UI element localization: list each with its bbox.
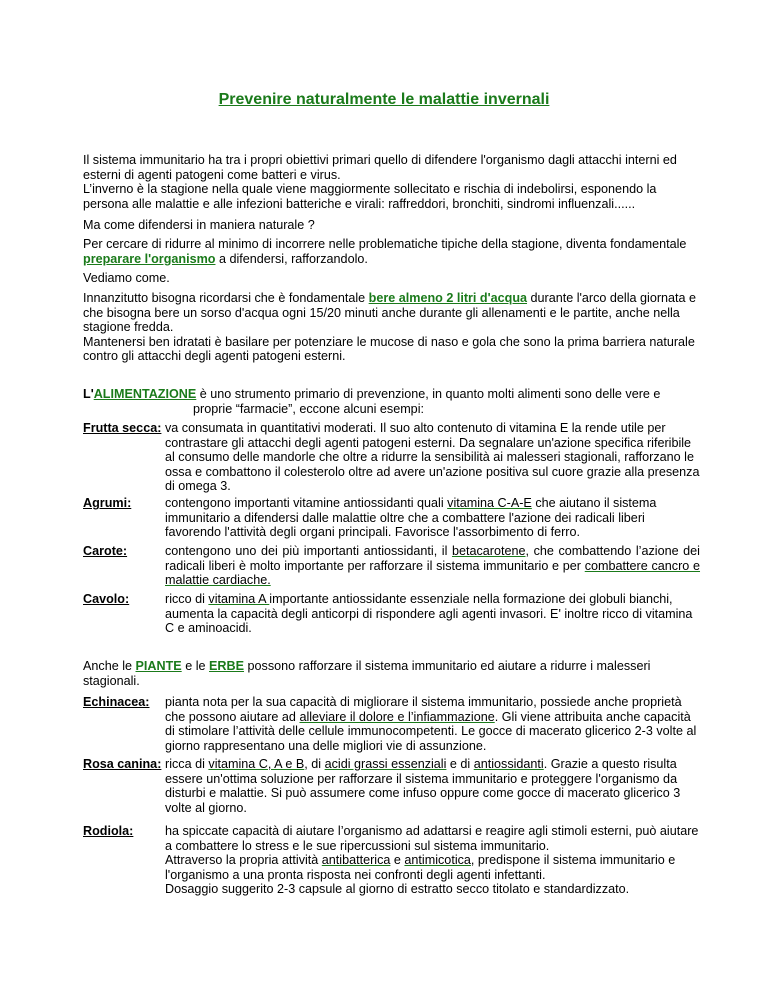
link-vitamina-cae[interactable]: vitamina C-A-E: [447, 496, 532, 510]
link-bere-acqua[interactable]: bere almeno 2 litri d'acqua: [368, 291, 528, 305]
desc-cavolo: ricco di vitamina A importante antiossidante essenziale nella formazione dei globuli bianchi, aumenta la capacità degli anticorpi di rispondere agli agenti invasori. E' inoltre ricco di vitamina C e aminoacidi.: [165, 592, 693, 635]
intro-paragraph-water: Innanzitutto bisogna ricordarsi che è fondamentale bere almeno 2 litri d'acqua durante l'arco della giornata e che bisogna bere un sorso d'acqua ogni 15/20 minuti anche durante gli allenamenti e le partite, anche nella stagione fredda. Mantenersi ben idratati è basilare per potenziare le mucose di naso e gola che sono la prima barriera naturale contro gli attacchi degli agenti patogeni esterni.: [83, 291, 697, 363]
link-erbe[interactable]: ERBE: [209, 659, 245, 673]
label-frutta-secca: Frutta secca:: [83, 421, 162, 435]
label-agrumi: Agrumi:: [83, 496, 132, 510]
intro-paragraph-1: Il sistema immunitario ha tra i propri obiettivi primari quello di difendere l'organismo dagli attacchi interni ed esterni di agenti patogeni come batteri e virus. L’inverno è la stagione nella quale viene maggiormente sollecitato e rischia di indebolirsi, esponendo la persona alle malattie e alle infezioni batteriche e virali: raffreddori, bronchiti, sindromi influenzali......: [83, 153, 677, 211]
intro-paragraph-prepare: Per cercare di ridurre al minimo di incorrere nelle problematiche tipiche della stagione, diventa fondamentale preparare l'organismo a difendersi, rafforzandolo.: [83, 237, 687, 266]
intro-question: Ma come difendersi in maniera naturale ?: [83, 218, 315, 232]
link-antibatterica[interactable]: antibatterica: [321, 853, 391, 867]
link-betacarotene[interactable]: betacarotene: [451, 544, 526, 558]
desc-frutta-secca: va consumata in quantitativi moderati. Il suo alto contenuto di vitamina E la rende utile per contrastare gli attacchi degli agenti patogeni esterni. Da segnalare un'azione specifica riferibile al consumo delle mandorle che oltre a ridurre la sensibilità ai malesseri stagionali, rafforzano le ossa e combattono il colesterolo oltre ad avere un'azione positiva sul cuore grazie alla presenza di omega 3.: [165, 421, 700, 493]
desc-echinacea: pianta nota per la sua capacità di migliorare il sistema immunitario, possiede anche proprietà che possono aiutare ad alleviare il dolore e l’infiammazione. Gli viene attribuita anche capacità di stimolare l’attività delle cellule immunocompetenti. Le gocce di macerato glicerico 2-3 volte al giorno rappresentano una delle migliori vie di assunzione.: [165, 695, 697, 753]
desc-agrumi: contengono importanti vitamine antiossidanti quali vitamina C-A-E che aiutano il sistema immunitario a difendersi dalle malattie oltre che a combattere l'azione dei radicali liberi favorendo l'attività degli organi principali. Favorisce l'assorbimento di ferro.: [165, 496, 657, 539]
section-piante-header: Anche le PIANTE e le ERBE possono rafforzare il sistema immunitario ed aiutare a ridurre i malesseri stagionali.: [83, 659, 651, 688]
page-title: Prevenire naturalmente le malattie invernali: [218, 91, 550, 108]
desc-carote: contengono uno dei più importanti antiossidanti, il betacarotene, che combattendo l’azione dei radicali liberi è molto importante per rafforzare il sistema immunitario e per combattere cancro e malattie cardiache.: [165, 544, 701, 587]
link-antiossidanti[interactable]: antiossidanti: [473, 757, 544, 771]
link-alimentazione[interactable]: ALIMENTAZIONE: [93, 387, 197, 401]
link-vitamina-cab[interactable]: vitamina C, A e B: [208, 757, 305, 771]
desc-rosa-canina: ricca di vitamina C, A e B, di acidi grassi essenziali e di antiossidanti. Grazie a questo risulta essere un'ottima soluzione per rafforzare il sistema immunitario e proteggere l'organismo da disturbi e malattie. Si può assumere come infuso oppure come gocce di macerato glicerico 3 volte al giorno.: [165, 757, 681, 815]
link-piante[interactable]: PIANTE: [135, 659, 182, 673]
link-alleviare-dolore[interactable]: alleviare il dolore e l’infiammazione: [299, 709, 495, 724]
section-alimentazione-header: L'ALIMENTAZIONE è uno strumento primario di prevenzione, in quanto molti alimenti sono delle vere e proprie “farmacie”, eccone alcuni esempi:: [83, 387, 661, 416]
link-preparare-organismo[interactable]: preparare l'organismo: [83, 251, 216, 266]
label-echinacea: Echinacea:: [83, 695, 150, 709]
label-cavolo: Cavolo:: [83, 592, 130, 606]
label-rodiola: Rodiola:: [83, 824, 134, 838]
intro-vediamo: Vediamo come.: [83, 271, 170, 285]
desc-rodiola: ha spiccate capacità di aiutare l’organismo ad adattarsi e reagire agli stimoli esterni, può aiutare a combattere lo stress e le sue ripercussioni sul sistema immunitario. Attraverso la propria attività antibatterica e antimicotica, predispone il sistema immunitario e l'organismo a una pronta risposta nei confronti degli agenti infettanti. Dosaggio suggerito 2-3 capsule al giorno di estratto secco titolato e standardizzato.: [165, 824, 699, 896]
label-carote: Carote:: [83, 544, 128, 558]
link-antimicotica[interactable]: antimicotica: [404, 853, 471, 867]
link-vitamina-a[interactable]: vitamina A: [208, 592, 270, 606]
label-rosa-canina: Rosa canina:: [83, 757, 162, 771]
link-combattere-cancro[interactable]: combattere cancro e malattie cardiache.: [165, 558, 701, 587]
link-acidi-grassi[interactable]: acidi grassi essenziali: [324, 757, 447, 771]
